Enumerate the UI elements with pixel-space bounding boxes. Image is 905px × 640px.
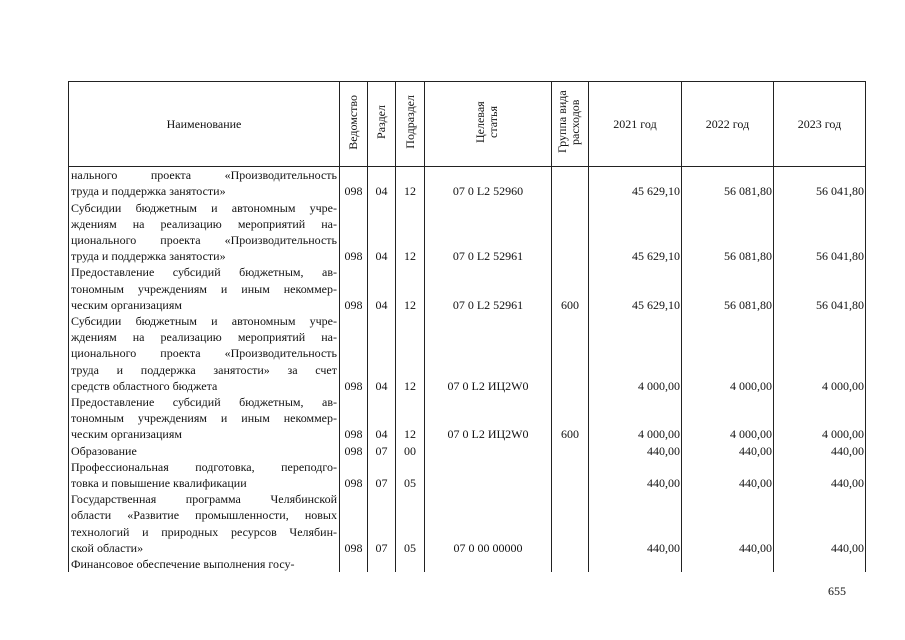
- table-body: [69, 167, 866, 573]
- row-razdel: [368, 556, 396, 572]
- row-vedomstvo: 098: [340, 491, 368, 556]
- row-celevaya-statya: [425, 459, 552, 491]
- row-name-line: нального проекта «Производительность: [71, 168, 337, 183]
- row-gruppa-vidov: [552, 491, 589, 556]
- table-row: [69, 167, 866, 200]
- row-vedomstvo: 098: [340, 394, 368, 443]
- row-name-line: Предоставление субсидий бюджетным, ав-: [71, 395, 337, 410]
- row-razdel: 04: [368, 200, 396, 265]
- row-name-line: ждениям на реализацию мероприятий на-: [71, 216, 337, 231]
- row-amount-2022: 56 081,80: [682, 264, 774, 313]
- row-amount-2022: 4 000,00: [682, 313, 774, 394]
- header-razdel: Раздел: [368, 82, 396, 167]
- row-name-line: труда и поддержка занятости»: [71, 249, 226, 264]
- row-celevaya-statya: 07 0 L2 ИЦ2W0: [425, 394, 552, 443]
- table-row: [69, 443, 866, 459]
- row-razdel: 07: [368, 491, 396, 556]
- row-amount-2021: 4 000,00: [589, 313, 682, 394]
- row-celevaya-statya: 07 0 L2 52961: [425, 264, 552, 313]
- header-name: Наименование: [69, 82, 340, 167]
- row-vedomstvo: 098: [340, 313, 368, 394]
- row-podrazdel: [396, 556, 425, 572]
- row-name-line: ской области»: [71, 540, 144, 555]
- table-row: [69, 394, 866, 443]
- row-amount-2023: 440,00: [774, 443, 866, 459]
- row-razdel: 07: [368, 443, 396, 459]
- row-gruppa-vidov: [552, 167, 589, 200]
- row-amount-2021: 45 629,10: [589, 167, 682, 200]
- row-name-line: ционального проекта «Производительность: [71, 233, 337, 248]
- row-name: [69, 556, 340, 572]
- row-name-line: Государственная программа Челябинской: [71, 492, 337, 507]
- budget-table: [68, 81, 866, 572]
- row-amount-2022: 440,00: [682, 443, 774, 459]
- header-podrazdel: Подраздел: [396, 82, 425, 167]
- row-name-line: ждениям на реализацию мероприятий на-: [71, 330, 337, 345]
- row-gruppa-vidov: [552, 556, 589, 572]
- row-name-line: ческим организациям: [71, 297, 182, 312]
- header-year-2021: 2021 год: [589, 82, 682, 167]
- row-name-line: Образование: [71, 443, 137, 458]
- row-podrazdel: 05: [396, 491, 425, 556]
- row-amount-2023: 56 041,80: [774, 264, 866, 313]
- row-razdel: 04: [368, 394, 396, 443]
- row-podrazdel: 00: [396, 443, 425, 459]
- row-amount-2023: 4 000,00: [774, 394, 866, 443]
- row-gruppa-vidov: [552, 313, 589, 394]
- header-year-2023: 2023 год: [774, 82, 866, 167]
- row-amount-2021: 45 629,10: [589, 264, 682, 313]
- table-header: [69, 82, 866, 167]
- row-podrazdel: 12: [396, 264, 425, 313]
- row-vedomstvo: 098: [340, 200, 368, 265]
- row-name: [69, 394, 340, 443]
- row-amount-2023: 440,00: [774, 459, 866, 491]
- row-name: [69, 264, 340, 313]
- row-amount-2021: 4 000,00: [589, 394, 682, 443]
- row-amount-2023: 56 041,80: [774, 200, 866, 265]
- row-name-line: Финансовое обеспечение выполнения госу-: [71, 557, 295, 572]
- row-name-line: тономным учреждениям и иным некоммер-: [71, 281, 337, 296]
- row-podrazdel: 12: [396, 167, 425, 200]
- header-vedomstvo: Ведомство: [340, 82, 368, 167]
- row-vedomstvo: [340, 556, 368, 572]
- row-amount-2022: [682, 556, 774, 572]
- row-name: [69, 313, 340, 394]
- row-amount-2021: 45 629,10: [589, 200, 682, 265]
- table-row: [69, 200, 866, 265]
- row-name-line: тономным учреждениям и иным некоммер-: [71, 411, 337, 426]
- row-name-line: Профессиональная подготовка, переподго-: [71, 459, 337, 474]
- row-gruppa-vidov: [552, 459, 589, 491]
- row-amount-2022: 4 000,00: [682, 394, 774, 443]
- row-gruppa-vidov: [552, 443, 589, 459]
- table-row: [69, 313, 866, 394]
- table-row: [69, 264, 866, 313]
- row-name-line: труда и поддержка занятости»: [71, 184, 226, 199]
- row-razdel: 04: [368, 167, 396, 200]
- row-amount-2023: [774, 556, 866, 572]
- row-name: [69, 443, 340, 459]
- row-vedomstvo: 098: [340, 443, 368, 459]
- row-name-line: области «Развитие промышленности, новых: [71, 508, 337, 523]
- row-amount-2023: 4 000,00: [774, 313, 866, 394]
- row-celevaya-statya: 07 0 00 00000: [425, 491, 552, 556]
- row-celevaya-statya: [425, 556, 552, 572]
- page-number: 655: [828, 584, 846, 598]
- row-podrazdel: 12: [396, 200, 425, 265]
- row-vedomstvo: 098: [340, 264, 368, 313]
- row-amount-2023: 56 041,80: [774, 167, 866, 200]
- row-razdel: 04: [368, 313, 396, 394]
- row-amount-2021: 440,00: [589, 459, 682, 491]
- row-amount-2022: 440,00: [682, 459, 774, 491]
- row-gruppa-vidov: 600: [552, 394, 589, 443]
- row-name-line: Субсидии бюджетным и автономным учре-: [71, 314, 337, 329]
- header-celevaya-statya: Целевая статья: [425, 82, 552, 167]
- row-celevaya-statya: [425, 443, 552, 459]
- row-celevaya-statya: 07 0 L2 ИЦ2W0: [425, 313, 552, 394]
- row-vedomstvo: 098: [340, 167, 368, 200]
- row-name: [69, 491, 340, 556]
- row-amount-2022: 56 081,80: [682, 200, 774, 265]
- row-name-line: труда и поддержка занятости» за счет: [71, 362, 337, 377]
- row-amount-2021: [589, 556, 682, 572]
- row-amount-2022: 56 081,80: [682, 167, 774, 200]
- row-name-line: ционального проекта «Производительность: [71, 346, 337, 361]
- row-celevaya-statya: 07 0 L2 52961: [425, 200, 552, 265]
- row-name-line: ческим организациям: [71, 427, 182, 442]
- row-name-line: технологий и природных ресурсов Челябин-: [71, 524, 337, 539]
- row-gruppa-vidov: [552, 200, 589, 265]
- row-podrazdel: 05: [396, 459, 425, 491]
- row-name: [69, 200, 340, 265]
- table-row: [69, 459, 866, 491]
- row-vedomstvo: 098: [340, 459, 368, 491]
- row-razdel: 07: [368, 459, 396, 491]
- row-name: [69, 459, 340, 491]
- row-name-line: Субсидии бюджетным и автономным учре-: [71, 200, 337, 215]
- header-gruppa-vidov: Группа вида расходов: [552, 82, 589, 167]
- row-amount-2023: 440,00: [774, 491, 866, 556]
- table-row: [69, 556, 866, 572]
- row-name-line: средств областного бюджета: [71, 378, 218, 393]
- header-year-2022: 2022 год: [682, 82, 774, 167]
- row-gruppa-vidov: 600: [552, 264, 589, 313]
- row-amount-2022: 440,00: [682, 491, 774, 556]
- row-amount-2021: 440,00: [589, 443, 682, 459]
- row-name-line: Предоставление субсидий бюджетным, ав-: [71, 265, 337, 280]
- row-celevaya-statya: 07 0 L2 52960: [425, 167, 552, 200]
- row-name: [69, 167, 340, 200]
- table-row: [69, 491, 866, 556]
- row-podrazdel: 12: [396, 313, 425, 394]
- row-podrazdel: 12: [396, 394, 425, 443]
- row-razdel: 04: [368, 264, 396, 313]
- row-amount-2021: 440,00: [589, 491, 682, 556]
- row-name-line: товка и повышение квалификации: [71, 476, 247, 491]
